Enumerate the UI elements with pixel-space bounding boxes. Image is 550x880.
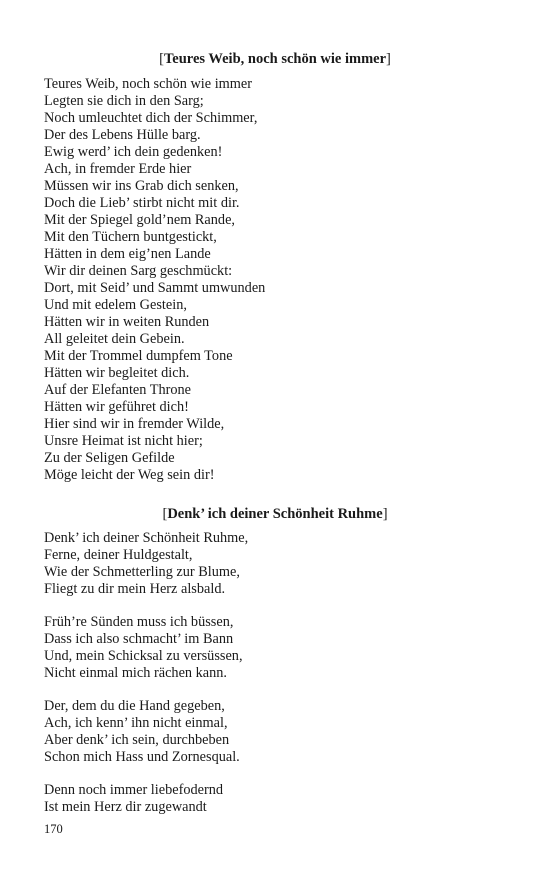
poem-line: Hier sind wir in fremder Wilde, xyxy=(44,416,225,432)
poem-line: Möge leicht der Weg sein dir! xyxy=(44,467,215,483)
poem-line: Denk’ ich deiner Schönheit Ruhme, xyxy=(44,530,249,546)
poem-line: Und mit edelem Gestein, xyxy=(44,297,187,313)
poem-line: Wir dir deinen Sarg geschmückt: xyxy=(44,263,233,279)
poem-line: Der des Lebens Hülle barg. xyxy=(44,127,201,143)
poem-line: Schon mich Hass und Zornesqual. xyxy=(44,749,240,765)
poem-line: Nicht einmal mich rächen kann. xyxy=(44,665,228,681)
poem-line: Und, mein Schicksal zu versüssen, xyxy=(44,648,243,664)
poem-line: Fliegt zu dir mein Herz alsbald. xyxy=(44,581,226,597)
poem-line: Mit der Trommel dumpfem Tone xyxy=(44,348,233,364)
poem-line: Legten sie dich in den Sarg; xyxy=(44,93,204,109)
poem-line: Denn noch immer liebefodernd xyxy=(44,782,224,798)
poem-line: Hätten wir geführet dich! xyxy=(44,399,189,415)
poem-2-stanza-4 xyxy=(44,782,223,816)
poem-line: Hätten in dem eig’nen Lande xyxy=(44,246,211,262)
poem-line: Ferne, deiner Huldgestalt, xyxy=(44,547,193,563)
poem-line: Unsre Heimat ist nicht hier; xyxy=(44,433,203,449)
poem-title-2-text: Denk’ ich deiner Schönheit Ruhme xyxy=(167,506,383,522)
poem-line: Der, dem du die Hand gegeben, xyxy=(44,698,225,714)
poem-line: Müssen wir ins Grab dich senken, xyxy=(44,178,239,194)
poem-line: Dort, mit Seid’ und Sammt umwunden xyxy=(44,280,266,296)
poem-line: Ewig werd’ ich dein gedenken! xyxy=(44,144,223,160)
poem-line: Dass ich also schmacht’ im Bann xyxy=(44,631,234,647)
poem-line: Früh’re Sünden muss ich büssen, xyxy=(44,614,234,630)
poem-line: Mit den Tüchern buntgestickt, xyxy=(44,229,217,245)
poem-line: Ach, ich kenn’ ihn nicht einmal, xyxy=(44,715,228,731)
poem-line: Ach, in fremder Erde hier xyxy=(44,161,192,177)
poem-title-1-text: Teures Weib, noch schön wie immer xyxy=(163,51,387,67)
poem-line: Wie der Schmetterling zur Blume, xyxy=(44,564,240,580)
poem-2-stanza-1 xyxy=(44,530,248,598)
poem-line: Aber denk’ ich sein, durchbeben xyxy=(44,732,230,748)
poem-line: Hätten wir begleitet dich. xyxy=(44,365,190,381)
poem-2-stanza-3 xyxy=(44,698,240,766)
poem-line: Hätten wir in weiten Runden xyxy=(44,314,210,330)
poem-title-2: [Denk’ ich deiner Schönheit Ruhme] xyxy=(162,506,388,522)
poem-line: Ist mein Herz dir zugewandt xyxy=(44,799,207,815)
poem-1-stanza-1 xyxy=(44,76,265,484)
poem-line: Mit der Spiegel gold’nem Rande, xyxy=(44,212,235,228)
page-number: 170 xyxy=(44,822,63,836)
poem-line: Doch die Lieb’ stirbt nicht mit dir. xyxy=(44,195,240,211)
poem-2-stanza-2 xyxy=(44,614,243,682)
poem-line: All geleitet dein Gebein. xyxy=(44,331,185,347)
poem-title-1: [Teures Weib, noch schön wie immer] xyxy=(159,51,391,67)
poem-line: Noch umleuchtet dich der Schimmer, xyxy=(44,110,258,126)
poem-line: Zu der Seligen Gefilde xyxy=(44,450,175,466)
poem-line: Auf der Elefanten Throne xyxy=(44,382,192,398)
poem-line: Teures Weib, noch schön wie immer xyxy=(44,76,253,92)
